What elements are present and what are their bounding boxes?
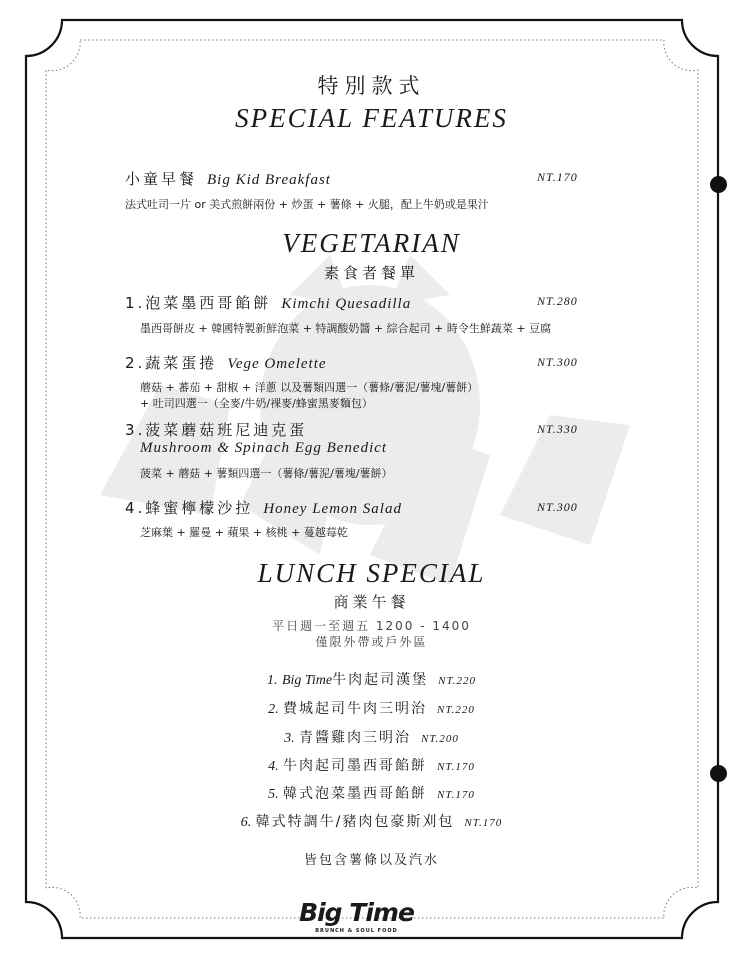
item-description: 墨西哥餅皮 + 韓國特製新鮮泡菜 + 特調酸奶醬 + 綜合起司 + 時令生鮮蔬菜 + 豆腐 (140, 322, 552, 335)
lunch-item-name-zh: 青醬雞肉三明治 (299, 730, 412, 746)
menu-item-kimchi-quesadilla (125, 292, 411, 313)
lunch-item-3 (0, 727, 743, 747)
item-description: + 吐司四選一（全麥/牛奶/裸麥/蜂蜜黑麥麵包） (140, 397, 373, 410)
binder-hole-top (710, 176, 727, 193)
lunch-item-name-zh: 費城起司牛肉三明治 (283, 701, 428, 717)
item-description: 芝麻葉 + 羅曼 + 蘋果 + 核桃 + 蔓越莓乾 (140, 526, 348, 539)
lunch-item-price: NT.220 (438, 675, 476, 687)
lunch-hours: 平日週一至週五 1200 - 1400 (272, 619, 471, 633)
lunch-title-zh: 商業午餐 (333, 593, 410, 611)
item-price: NT.330 (537, 422, 578, 436)
lunch-note: 僅限外帶或戶外區 (315, 635, 428, 649)
lunch-item-name-zh: 牛肉起司漢堡 (332, 672, 429, 688)
item-name-en: Honey Lemon Salad (263, 501, 402, 517)
lunch-item-price: NT.220 (437, 704, 475, 716)
special-title-zh: 特別款式 (317, 74, 426, 98)
item-name-zh: 4.蜂蜜檸檬沙拉 (125, 499, 254, 517)
menu-item-mushroom-spinach-benedict (125, 419, 307, 440)
lunch-item-name-zh: 韓式特調牛/豬肉包豪斯刈包 (255, 814, 455, 830)
item-name-zh: 1.泡菜墨西哥餡餅 (125, 294, 272, 312)
menu-item-vege-omelette (125, 352, 327, 373)
menu-item-big-kid-breakfast (125, 168, 331, 189)
item-description: 法式吐司一片 or 美式煎餅兩份 + 炒蛋 + 薯條 + 火腿，配上牛奶或是果汁 (125, 198, 489, 211)
lunch-title-en: LUNCH SPECIAL (257, 558, 486, 588)
lunch-item-price: NT.200 (421, 733, 459, 745)
logo-tagline: BRUNCH & SOUL FOOD (315, 928, 398, 934)
lunch-item-1 (0, 669, 743, 689)
menu-item-honey-lemon-salad (125, 497, 402, 518)
special-title-en: SPECIAL FEATURES (235, 103, 508, 133)
lunch-item-price: NT.170 (437, 789, 475, 801)
lunch-item-price: NT.170 (464, 817, 503, 829)
item-description: 蘑菇 + 蕃茄 + 甜椒 + 洋蔥 以及薯類四選一（薯條/薯泥/薯塊/薯餅） (140, 381, 479, 394)
lunch-item-number: 6. (240, 815, 252, 830)
lunch-item-4 (0, 755, 743, 775)
item-name-en: Vege Omelette (227, 356, 327, 372)
item-price: NT.280 (537, 294, 578, 308)
item-name-zh: 3.菠菜蘑菇班尼迪克蛋 (125, 421, 308, 439)
lunch-item-number: 3. (284, 731, 295, 746)
lunch-item-number: 2. (268, 702, 279, 717)
item-price: NT.300 (537, 355, 578, 369)
item-price: NT.300 (537, 500, 578, 514)
item-name-zh: 2.蔬菜蛋捲 (125, 354, 218, 372)
vegetarian-title-en: VEGETARIAN (282, 228, 461, 258)
item-name-en: Big Kid Breakfast (207, 172, 331, 188)
item-description: 菠菜 + 蘑菇 + 薯類四選一（薯條/薯泥/薯塊/薯餅） (140, 467, 393, 480)
menu-item-mushroom-spinach-benedict-en (140, 438, 387, 457)
lunch-item-price: NT.170 (437, 761, 475, 773)
lunch-footer-note: 皆包含薯條以及汽水 (303, 853, 439, 868)
lunch-item-number: 4. (268, 759, 279, 774)
logo-name: Big Time (299, 898, 414, 927)
lunch-item-name-en: Big Time (281, 673, 333, 688)
lunch-item-name-zh: 韓式泡菜墨西哥餡餅 (283, 786, 428, 802)
item-name-en: Kimchi Quesadilla (281, 296, 412, 312)
vegetarian-title-zh: 素食者餐單 (323, 264, 419, 282)
lunch-item-name-zh: 牛肉起司墨西哥餡餅 (283, 758, 428, 774)
lunch-item-5 (0, 783, 743, 803)
lunch-item-2 (0, 698, 743, 718)
item-name-zh: 小童早餐 (125, 170, 198, 188)
lunch-item-6 (0, 811, 743, 831)
lunch-item-number: 5. (268, 787, 279, 802)
big-time-logo (299, 898, 414, 943)
item-price: NT.170 (537, 170, 578, 184)
item-name-en: Mushroom & Spinach Egg Benedict (140, 440, 388, 456)
lunch-item-number: 1. (266, 673, 278, 688)
